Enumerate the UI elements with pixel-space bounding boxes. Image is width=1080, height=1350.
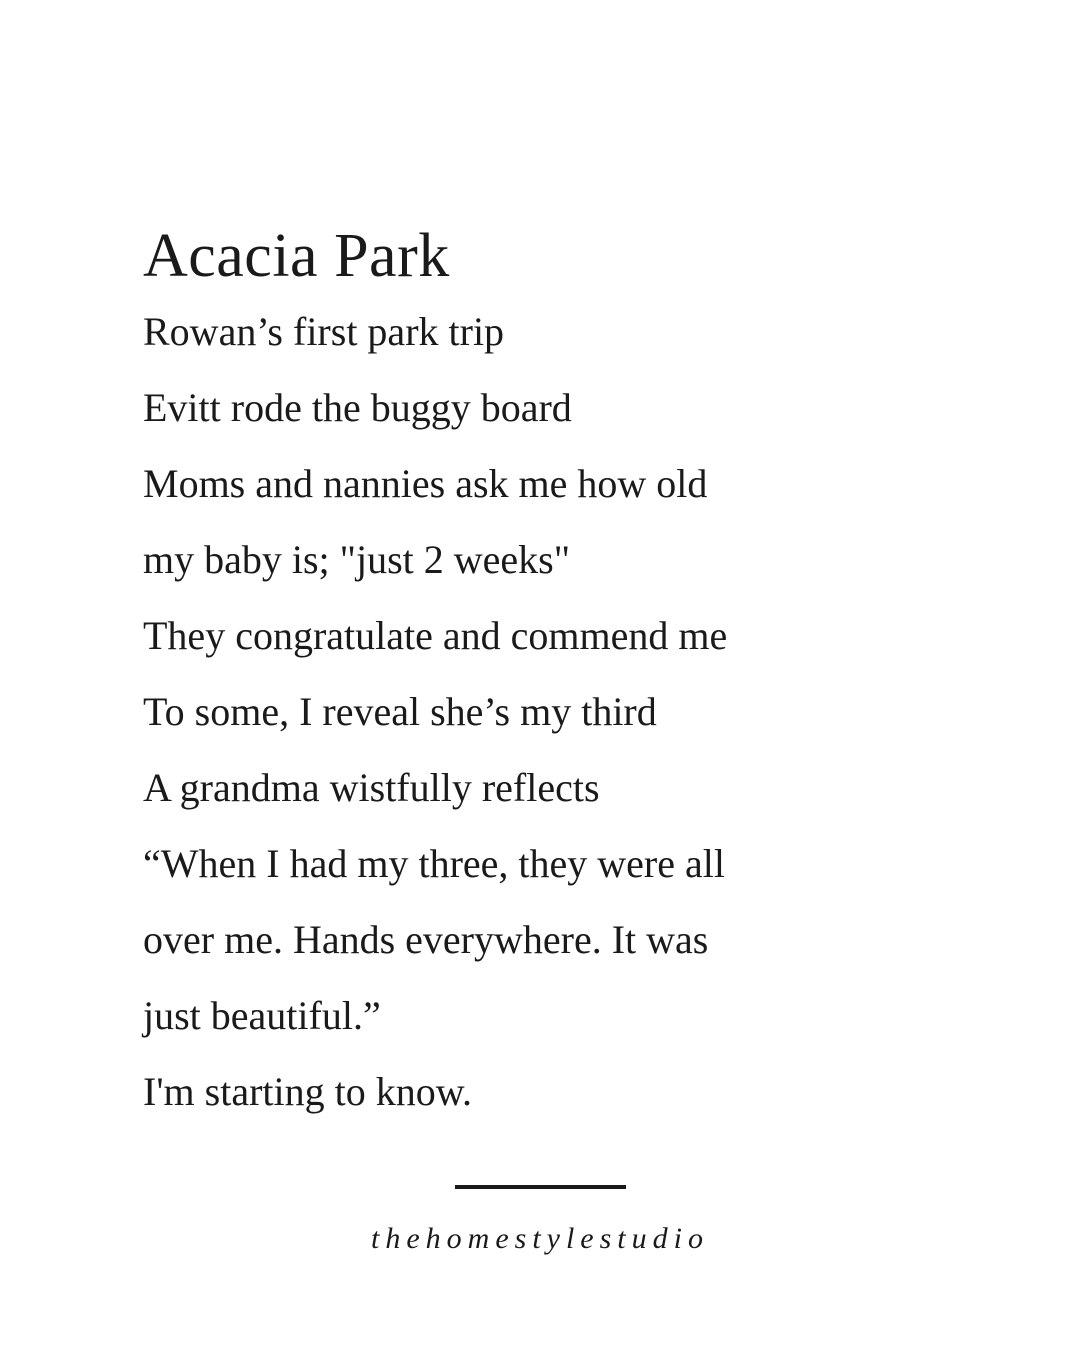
poem-lines bbox=[143, 294, 943, 1130]
poem-line: my baby is; "just 2 weeks" bbox=[143, 537, 571, 582]
poem-title: Acacia Park bbox=[143, 222, 450, 290]
poem-line: A grandma wistfully reflects bbox=[143, 765, 600, 810]
footer-divider bbox=[455, 1185, 626, 1189]
poem bbox=[143, 218, 943, 1130]
poem-line: They congratulate and commend me bbox=[143, 613, 728, 658]
poem-line: I'm starting to know. bbox=[143, 1069, 473, 1114]
poem-line: Evitt rode the buggy board bbox=[143, 385, 572, 430]
poem-line: “When I had my three, they were all bbox=[143, 841, 725, 886]
poem-line: Rowan’s first park trip bbox=[143, 309, 505, 354]
poem-line: over me. Hands everywhere. It was bbox=[143, 917, 709, 962]
signature: thehomestylestudio bbox=[371, 1222, 709, 1255]
poem-line: just beautiful.” bbox=[143, 993, 381, 1038]
poem-line: To some, I reveal she’s my third bbox=[143, 689, 657, 734]
poem-line: Moms and nannies ask me how old bbox=[143, 461, 708, 506]
